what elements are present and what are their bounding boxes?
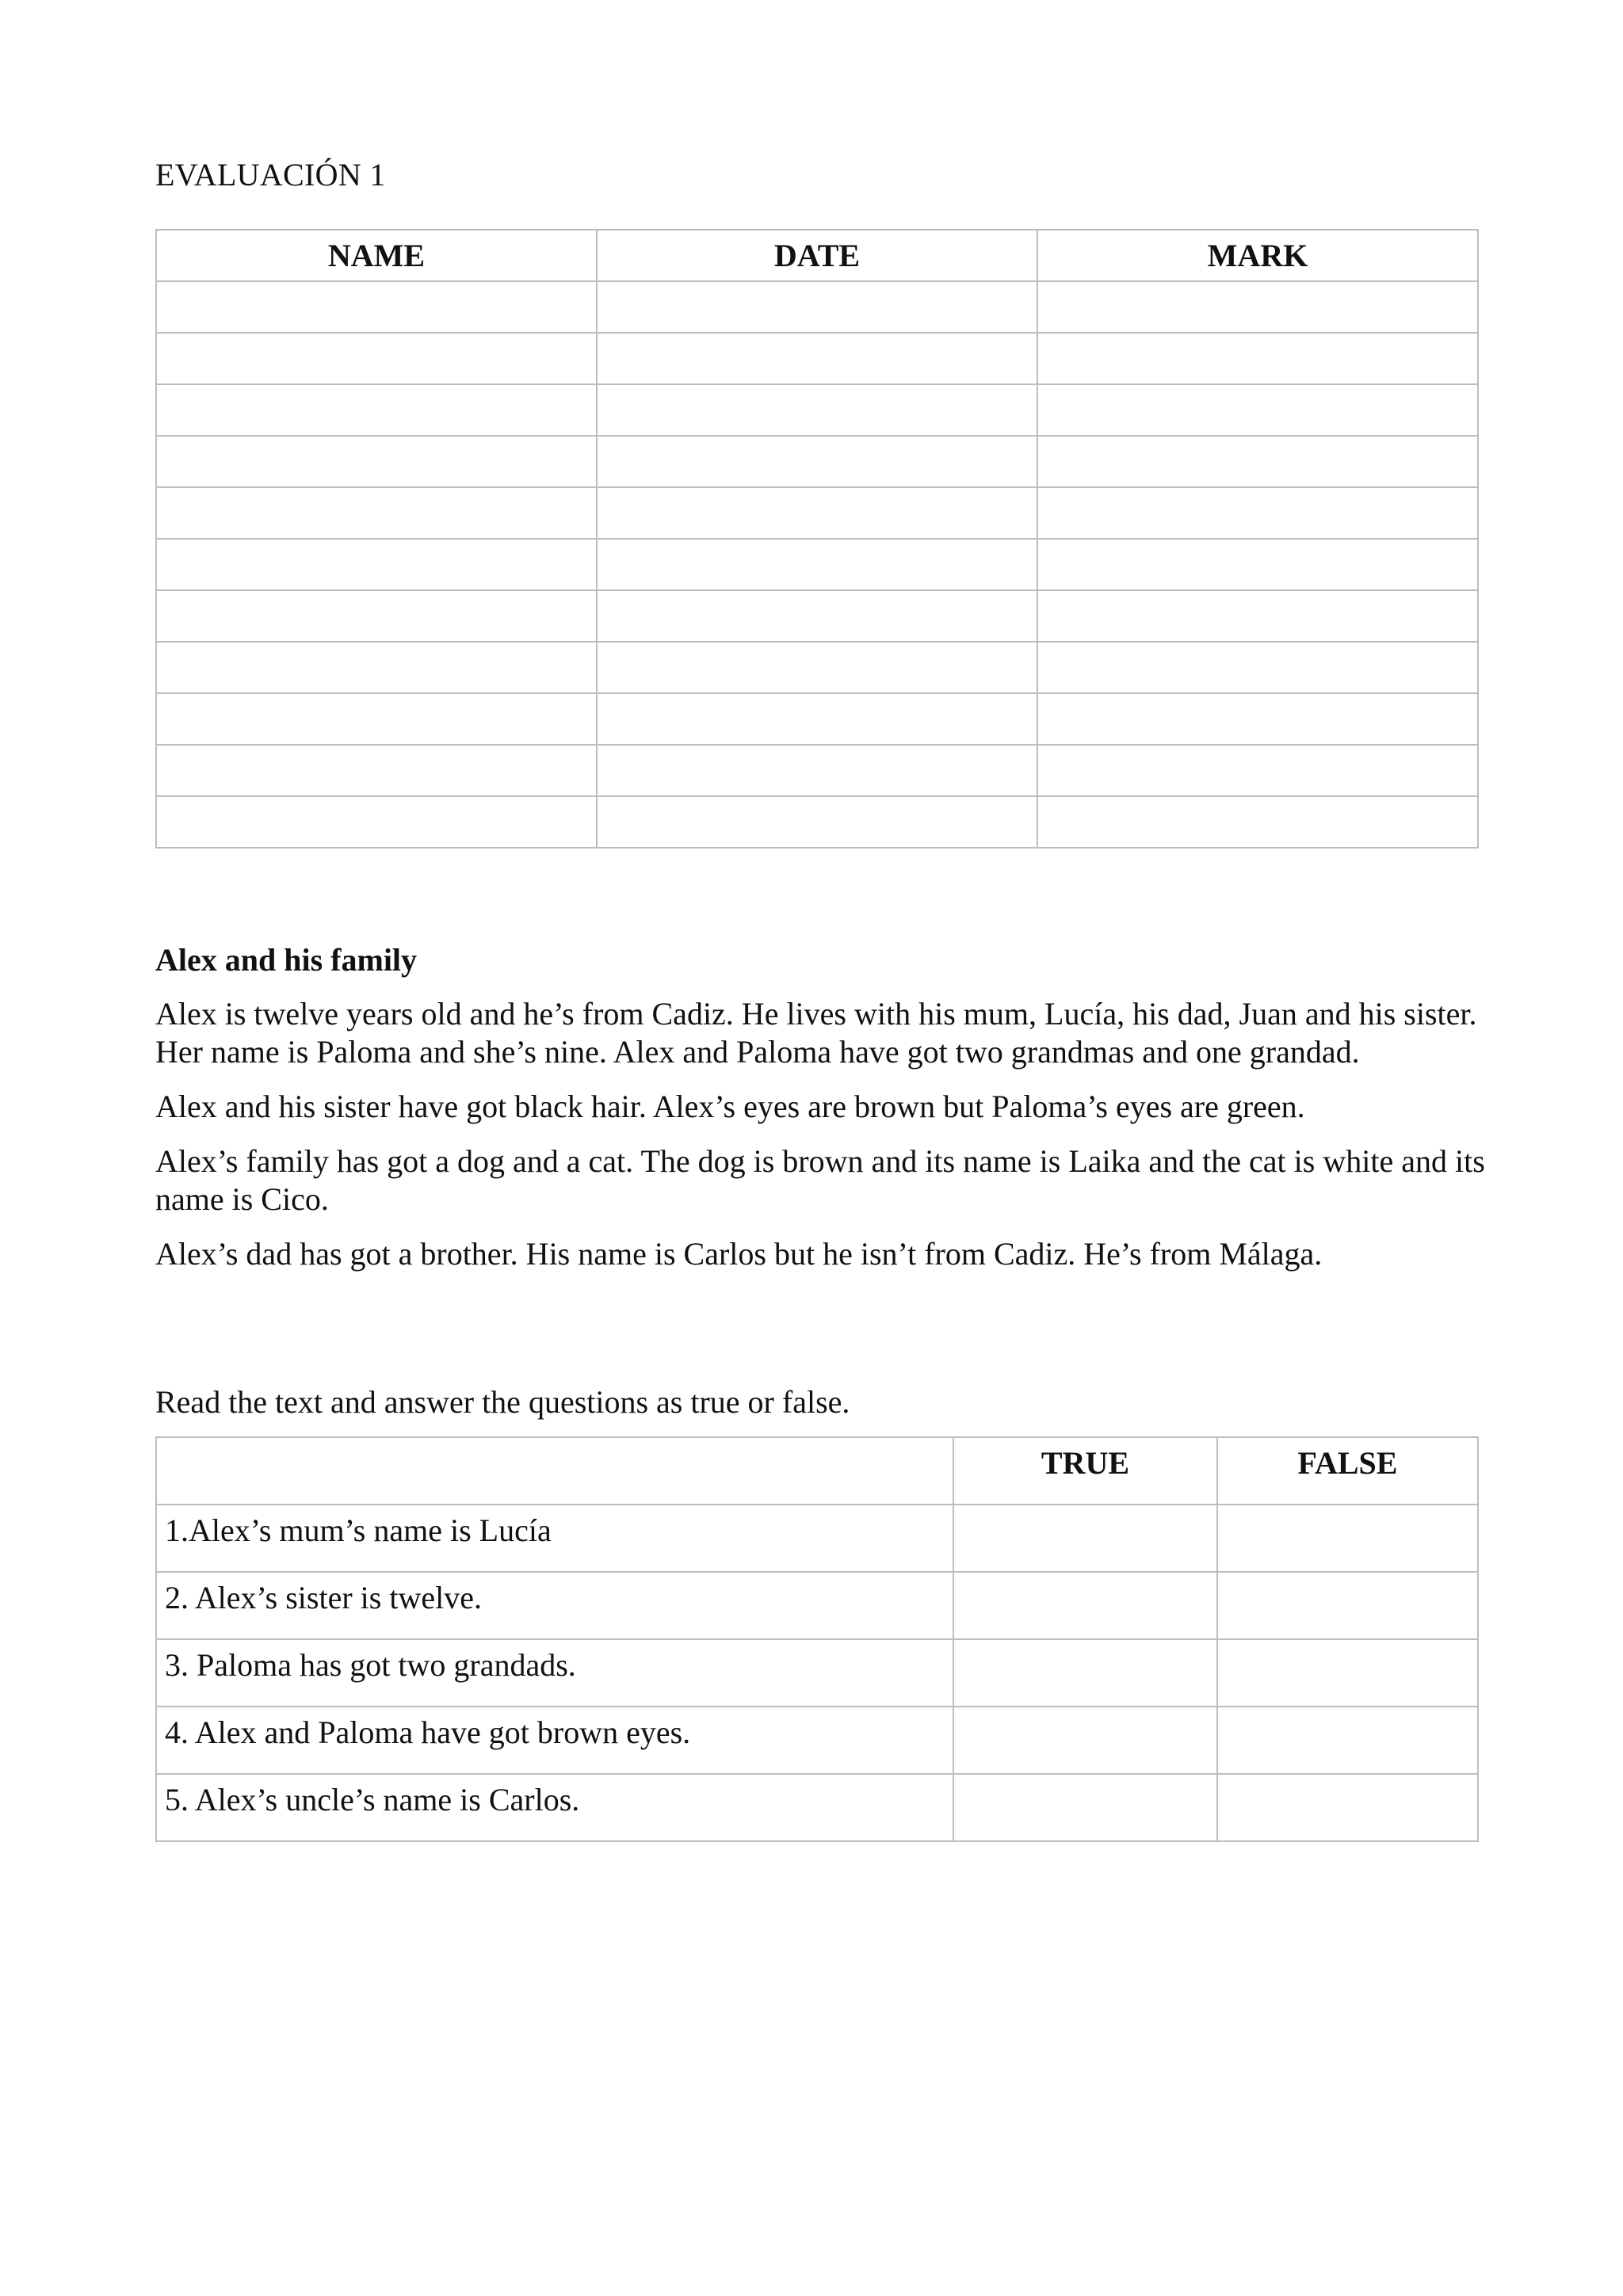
date-cell[interactable] <box>597 745 1037 796</box>
true-answer-cell[interactable] <box>953 1505 1217 1572</box>
question-text: 5. Alex’s uncle’s name is Carlos. <box>156 1774 953 1841</box>
story-paragraph: Alex and his sister have got black hair. Alex’s eyes are brown but Paloma’s eyes are green. <box>155 1089 1305 1124</box>
mark-cell[interactable] <box>1037 384 1478 436</box>
quiz-instructions: Read the text and answer the questions as true or false. <box>155 1384 850 1420</box>
false-column-header: FALSE <box>1217 1437 1478 1505</box>
name-cell[interactable] <box>156 281 597 333</box>
date-cell[interactable] <box>597 384 1037 436</box>
false-answer-cell[interactable] <box>1217 1572 1478 1639</box>
mark-cell[interactable] <box>1037 487 1478 539</box>
mark-cell[interactable] <box>1037 796 1478 848</box>
false-answer-cell[interactable] <box>1217 1639 1478 1707</box>
date-cell[interactable] <box>597 642 1037 693</box>
true-column-header: TRUE <box>953 1437 1217 1505</box>
table-row <box>156 796 1478 848</box>
page-title: EVALUACIÓN 1 <box>155 157 386 193</box>
mark-cell[interactable] <box>1037 281 1478 333</box>
name-cell[interactable] <box>156 487 597 539</box>
question-text: 4. Alex and Paloma have got brown eyes. <box>156 1707 953 1774</box>
table-row <box>156 436 1478 487</box>
false-answer-cell[interactable] <box>1217 1707 1478 1774</box>
table-row <box>156 281 1478 333</box>
mark-cell[interactable] <box>1037 642 1478 693</box>
true-answer-cell[interactable] <box>953 1572 1217 1639</box>
reading-text <box>155 941 1487 1290</box>
date-cell[interactable] <box>597 539 1037 590</box>
table-row <box>156 745 1478 796</box>
table-row <box>156 333 1478 384</box>
mark-cell[interactable] <box>1037 745 1478 796</box>
story-paragraph: Alex’s dad has got a brother. His name is Carlos but he isn’t from Cadiz. He’s from Málaga. <box>155 1236 1323 1272</box>
name-cell[interactable] <box>156 436 597 487</box>
story-title: Alex and his family <box>155 942 418 978</box>
name-cell[interactable] <box>156 745 597 796</box>
date-cell[interactable] <box>597 590 1037 642</box>
name-cell[interactable] <box>156 539 597 590</box>
mark-cell[interactable] <box>1037 436 1478 487</box>
name-cell[interactable] <box>156 796 597 848</box>
mark-cell[interactable] <box>1037 333 1478 384</box>
question-column-header <box>156 1437 953 1505</box>
mark-column-header: MARK <box>1037 230 1478 281</box>
name-cell[interactable] <box>156 642 597 693</box>
table-row <box>156 693 1478 745</box>
evaluation-table <box>155 229 1479 849</box>
true-answer-cell[interactable] <box>953 1774 1217 1841</box>
table-row <box>156 384 1478 436</box>
mark-cell[interactable] <box>1037 693 1478 745</box>
evaluation-header-row <box>156 230 1478 281</box>
question-row <box>156 1505 1478 1572</box>
date-cell[interactable] <box>597 436 1037 487</box>
true-answer-cell[interactable] <box>953 1639 1217 1707</box>
name-column-header: NAME <box>156 230 597 281</box>
mark-cell[interactable] <box>1037 539 1478 590</box>
date-cell[interactable] <box>597 796 1037 848</box>
name-cell[interactable] <box>156 384 597 436</box>
table-row <box>156 539 1478 590</box>
question-row <box>156 1572 1478 1639</box>
name-cell[interactable] <box>156 333 597 384</box>
date-column-header: DATE <box>597 230 1037 281</box>
question-text: 2. Alex’s sister is twelve. <box>156 1572 953 1639</box>
true-answer-cell[interactable] <box>953 1707 1217 1774</box>
date-cell[interactable] <box>597 333 1037 384</box>
true-false-header-row <box>156 1437 1478 1505</box>
name-cell[interactable] <box>156 590 597 642</box>
table-row <box>156 590 1478 642</box>
question-row <box>156 1639 1478 1707</box>
question-row <box>156 1774 1478 1841</box>
story-paragraph: Alex’s family has got a dog and a cat. The dog is brown and its name is Laika and the cat is white and its name is Cico. <box>155 1143 1485 1217</box>
table-row <box>156 487 1478 539</box>
question-text: 1.Alex’s mum’s name is Lucía <box>156 1505 953 1572</box>
false-answer-cell[interactable] <box>1217 1505 1478 1572</box>
question-row <box>156 1707 1478 1774</box>
date-cell[interactable] <box>597 693 1037 745</box>
question-text: 3. Paloma has got two grandads. <box>156 1639 953 1707</box>
true-false-table <box>155 1436 1479 1842</box>
story-paragraph: Alex is twelve years old and he’s from Cadiz. He lives with his mum, Lucía, his dad, Juan and his sister. Her name is Paloma and she’s nine. Alex and Paloma have got two grandmas and one grandad. <box>155 996 1477 1070</box>
date-cell[interactable] <box>597 487 1037 539</box>
false-answer-cell[interactable] <box>1217 1774 1478 1841</box>
table-row <box>156 642 1478 693</box>
date-cell[interactable] <box>597 281 1037 333</box>
mark-cell[interactable] <box>1037 590 1478 642</box>
name-cell[interactable] <box>156 693 597 745</box>
